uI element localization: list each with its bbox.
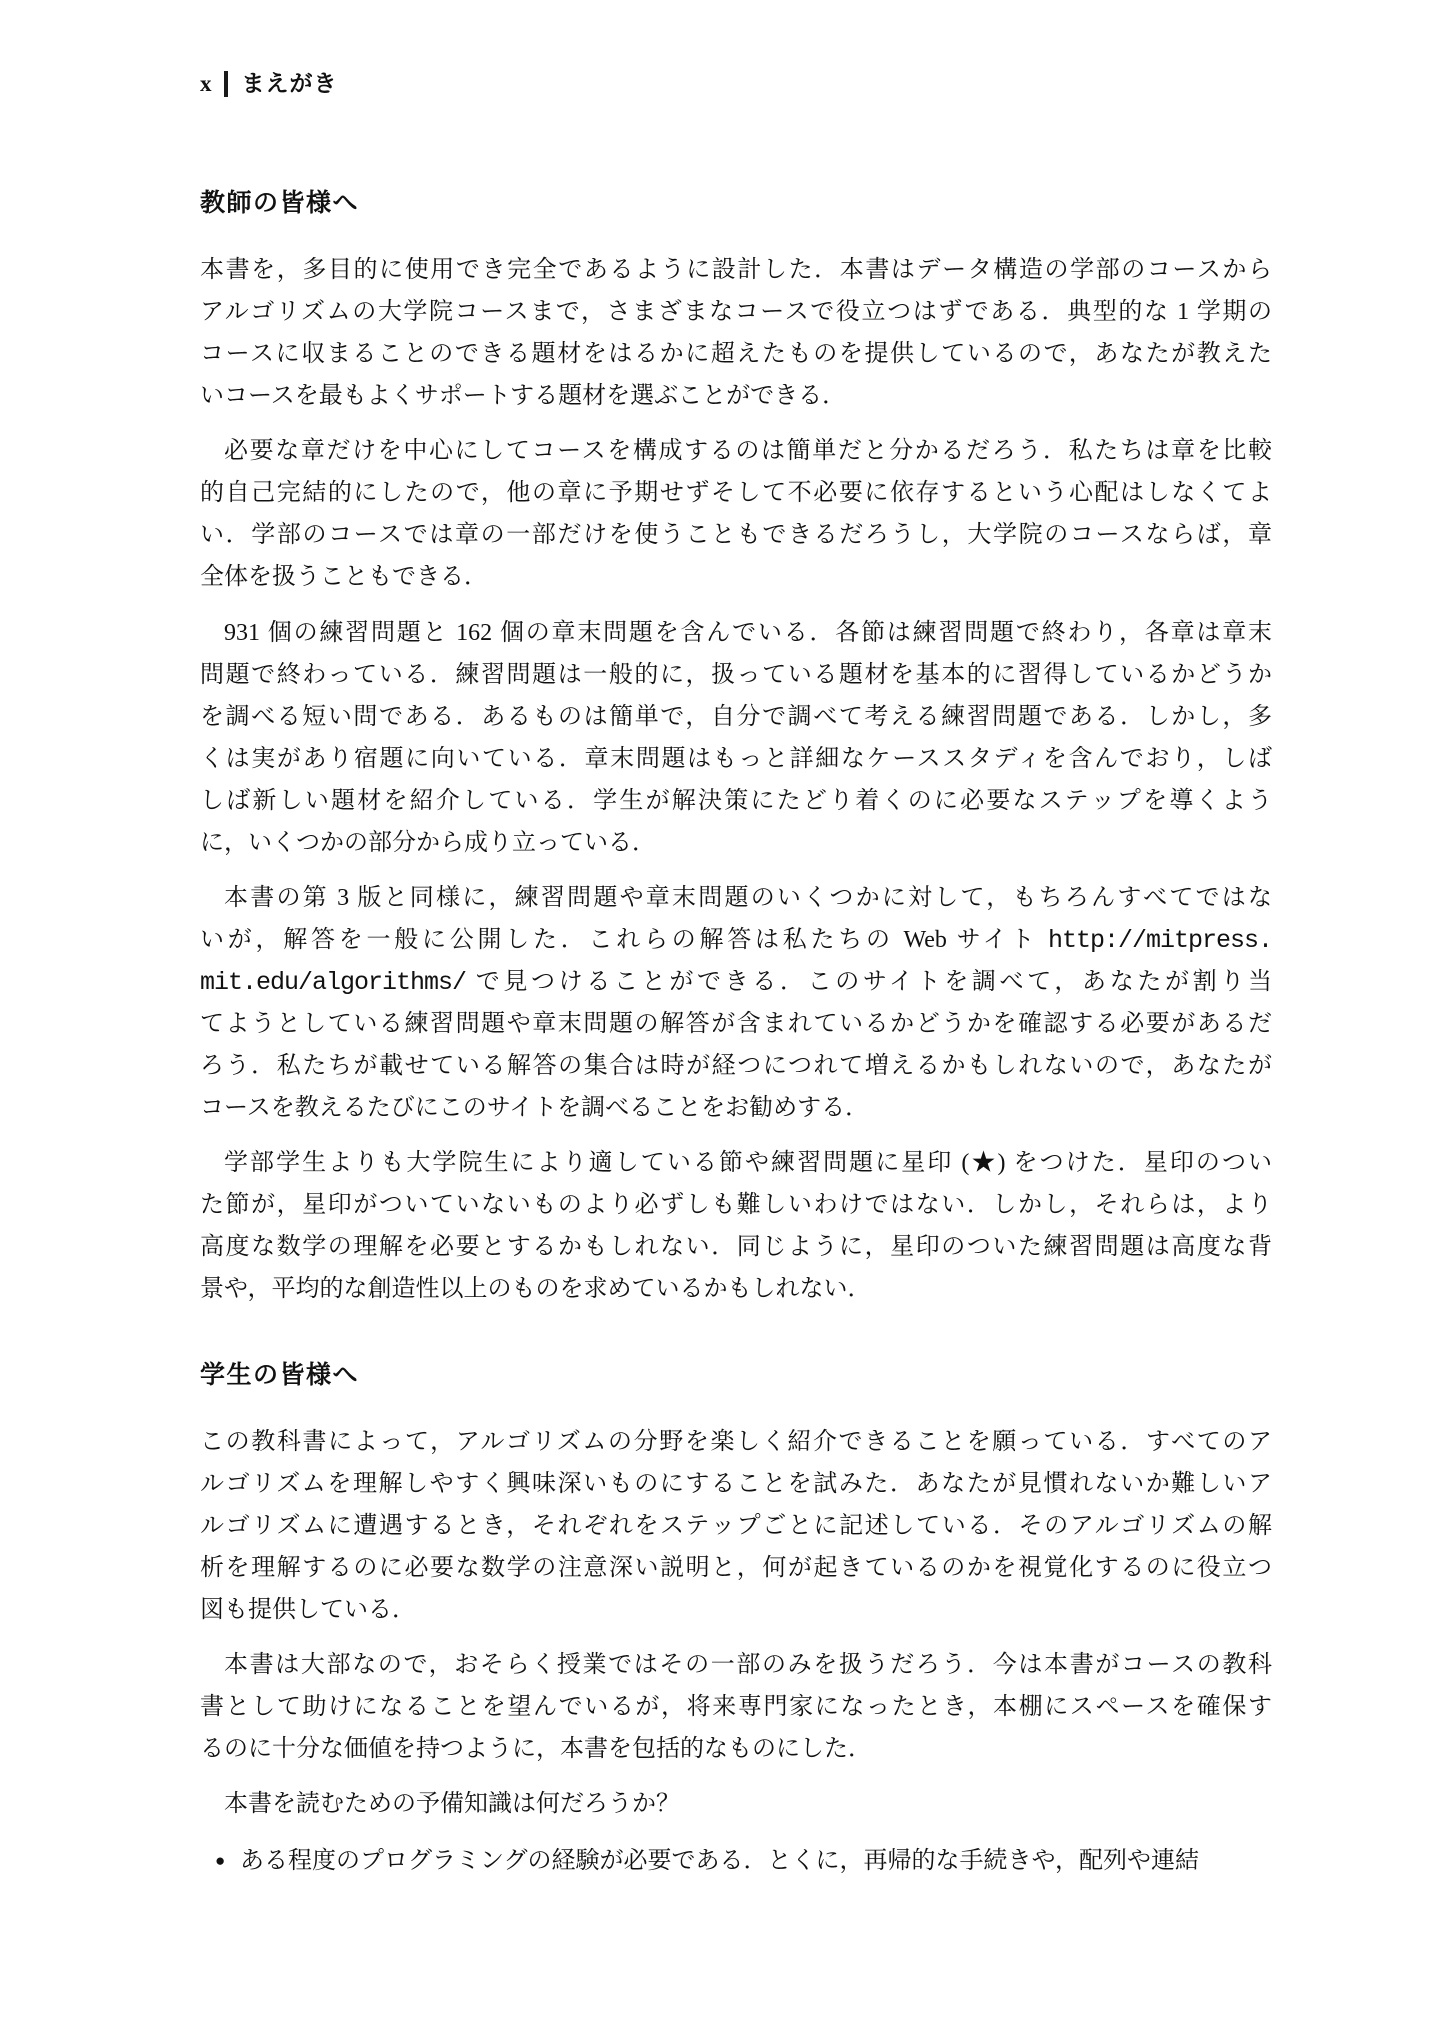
text-line: 図も提供している．	[200, 1597, 416, 1623]
paragraph	[200, 1421, 1272, 1631]
paragraph	[200, 612, 1272, 864]
text-line: るのに十分な価値を持つように，本書を包括的なものにした．	[200, 1736, 872, 1762]
text-line: 高度な数学の理解を必要とするかもしれない．同じように，星印のついた練習問題は高度な背	[200, 1234, 1272, 1260]
text-line: コースを教えるたびにこのサイトを調べることをお勧めする．	[200, 1095, 870, 1121]
url-text: mit.edu/algorithms/	[200, 968, 467, 997]
text-line: 931 個の練習問題と 162 個の章末問題を含んでいる．各節は練習問題で終わり，各章は章末	[224, 620, 1272, 646]
text-line: ルゴリズムを理解しやすく興味深いものにすることを試みた．あなたが見慣れないか難しいア	[200, 1471, 1272, 1497]
text-line: しば新しい題材を紹介している．学生が解決策にたどり着くのに必要なステップを導くよう	[200, 788, 1272, 814]
text-line: 問題で終わっている．練習問題は一般的に，扱っている題材を基本的に習得しているかどうか	[200, 662, 1272, 688]
text-line	[200, 961, 1272, 1003]
text-line: 必要な章だけを中心にしてコースを構成するのは簡単だと分かるだろう．私たちは章を比較	[224, 438, 1272, 464]
bullet-icon: ●	[215, 1851, 226, 1870]
text-line: 的自己完結的にしたので，他の章に予期せずそして不必要に依存するという心配はしなくてよ	[200, 480, 1272, 506]
text-line: 本書は大部なので，おそらく授業ではその一部のみを扱うだろう．今は本書がコースの教科	[224, 1652, 1272, 1678]
question-line: 本書を読むための予備知識は何だろうか？	[224, 1791, 680, 1817]
paragraph	[200, 1142, 1272, 1310]
paragraph	[200, 1783, 1272, 1825]
text-line: コースに収まることのできる題材をはるかに超えたものを提供しているので，あなたが教えた	[200, 341, 1272, 367]
text-line: に，いくつかの部分から成り立っている．	[200, 830, 656, 856]
text-line: た節が，星印がついていないものより必ずしも難しいわけではない．しかし，それらは，より	[200, 1192, 1272, 1218]
running-header-title: まえがき	[241, 71, 338, 96]
text-line: 学部学生よりも大学院生により適している節や練習問題に星印 (★) をつけた．星印のつい	[224, 1150, 1272, 1176]
text-line: ろう．私たちが載せている解答の集合は時が経つにつれて増えるかもしれないので，あなたが	[200, 1053, 1272, 1079]
paragraph	[200, 430, 1272, 598]
text-line: アルゴリズムの大学院コースまで，さまざまなコースで役立つはずである．典型的な 1 学期の	[200, 299, 1272, 325]
url-text: http://mitpress.	[1047, 926, 1272, 955]
bullet-item	[200, 1840, 1272, 1882]
text-line: 本書を，多目的に使用でき完全であるように設計した．本書はデータ構造の学部のコースから	[200, 257, 1272, 283]
text-line: この教科書によって，アルゴリズムの分野を楽しく紹介できることを願っている．すべてのア	[200, 1429, 1272, 1455]
running-header	[200, 69, 1272, 99]
text-segment: いが，解答を一般に公開した．これらの解答は私たちの Web サイト	[200, 927, 1048, 953]
bullet-text: ある程度のプログラミングの経験が必要である．とくに，再帰的な手続きや，配列や連結	[240, 1848, 1200, 1874]
page-number: x	[200, 71, 212, 96]
section-heading-instructors: 教師の皆様へ	[200, 189, 360, 217]
paragraph	[200, 1644, 1272, 1770]
paragraph	[200, 249, 1272, 417]
text-line: 書として助けになることを望んでいるが，将来専門家になったとき，本棚にスペースを確保す	[200, 1694, 1272, 1720]
text-line: 本書の第 3 版と同様に，練習問題や章末問題のいくつかに対して，もちろんすべてではな	[224, 885, 1272, 911]
text-line: を調べる短い問である．あるものは簡単で，自分で調べて考える練習問題である．しかし，多	[200, 704, 1272, 730]
header-divider-bar	[224, 71, 228, 97]
text-line: くは実があり宿題に向いている．章末問題はもっと詳細なケーススタディを含んでおり，しば	[200, 746, 1272, 772]
text-line	[200, 919, 1272, 961]
text-line: 析を理解するのに必要な数学の注意深い説明と，何が起きているのかを視覚化するのに役立つ	[200, 1555, 1272, 1581]
text-line: てようとしている練習問題や章末問題の解答が含まれているかどうかを確認する必要があるだ	[200, 1011, 1272, 1037]
text-line: 景や，平均的な創造性以上のものを求めているかもしれない．	[200, 1276, 872, 1302]
text-line: いコースを最もよくサポートする題材を選ぶことができる．	[200, 383, 847, 409]
text-line: ルゴリズムに遭遇するとき，それぞれをステップごとに記述している．そのアルゴリズムの解	[200, 1513, 1272, 1539]
text-line: 全体を扱うこともできる．	[200, 564, 488, 590]
text-line: い．学部のコースでは章の一部だけを使うこともできるだろうし，大学院のコースならば，章	[200, 522, 1272, 548]
text-segment: で見つけることができる．このサイトを調べて，あなたが割り当	[466, 969, 1272, 995]
section-heading-students: 学生の皆様へ	[200, 1361, 360, 1389]
paragraph	[200, 877, 1272, 1129]
